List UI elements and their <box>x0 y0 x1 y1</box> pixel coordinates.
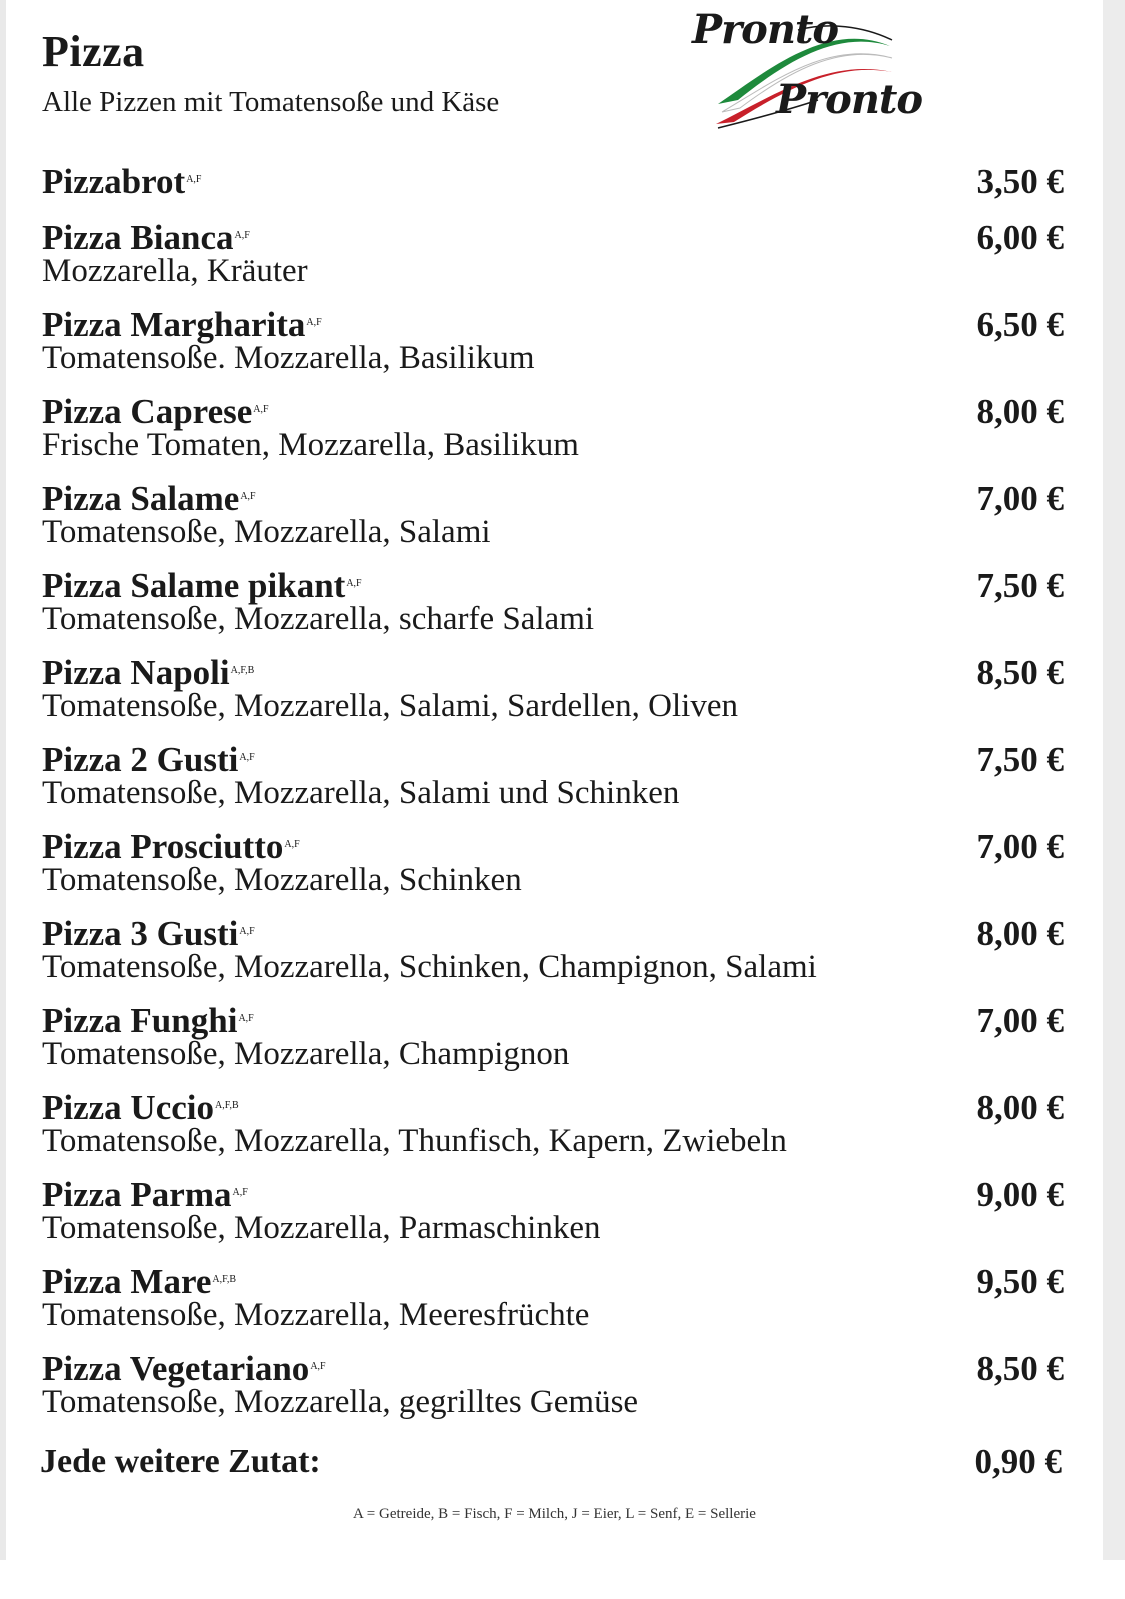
item-price: 3,50 € <box>976 162 1064 201</box>
item-price: 8,50 € <box>976 653 1064 692</box>
menu-page <box>6 0 1103 1560</box>
extra-topping-row <box>40 1444 1070 1480</box>
menu-item <box>42 307 1072 394</box>
item-name: Pizza Vegetariano <box>42 1349 310 1388</box>
item-description: Tomatensoße, Mozzarella, Thunfisch, Kapern, Zwiebeln <box>42 1123 787 1159</box>
item-name: Pizza Napoli <box>42 653 230 692</box>
item-description: Tomatensoße. Mozzarella, Basilikum <box>42 340 535 376</box>
allergen-codes: A,F <box>306 317 322 328</box>
menu-item <box>42 164 1072 220</box>
item-price: 7,50 € <box>976 566 1064 605</box>
menu-item <box>42 220 1072 307</box>
item-description: Tomatensoße, Mozzarella, scharfe Salami <box>42 601 595 637</box>
menu-list <box>42 164 1072 1438</box>
menu-item <box>42 1090 1072 1177</box>
item-description: Tomatensoße, Mozzarella, gegrilltes Gemüse <box>42 1384 639 1420</box>
allergen-codes: A,F <box>284 839 300 850</box>
pronto-pronto-logo <box>678 0 923 140</box>
item-price: 7,00 € <box>976 827 1064 866</box>
menu-item <box>42 1264 1072 1351</box>
allergen-footnote: A = Getreide, B = Fisch, F = Milch, J = Eier, L = Senf, E = Sellerie <box>353 1506 756 1522</box>
item-price: 8,00 € <box>976 392 1064 431</box>
menu-item <box>42 1351 1072 1438</box>
item-description: Tomatensoße, Mozzarella, Schinken <box>42 862 522 898</box>
allergen-codes: A,F <box>253 404 269 415</box>
page-title: Pizza <box>42 27 145 76</box>
page-edge-right <box>1103 0 1125 1560</box>
menu-item <box>42 742 1072 829</box>
item-name: Pizza Parma <box>42 1175 232 1214</box>
allergen-codes: A,F <box>346 578 362 589</box>
logo-word-2: Pronto <box>776 76 923 123</box>
item-description: Tomatensoße, Mozzarella, Meeresfrüchte <box>42 1297 590 1333</box>
allergen-codes: A,F <box>234 230 250 241</box>
menu-item <box>42 568 1072 655</box>
menu-item <box>42 394 1072 481</box>
item-description: Mozzarella, Kräuter <box>42 253 308 289</box>
item-description: Tomatensoße, Mozzarella, Salami, Sardellen, Oliven <box>42 688 738 724</box>
item-name: Pizza Mare <box>42 1262 212 1301</box>
menu-item <box>42 829 1072 916</box>
item-name: Pizza Funghi <box>42 1001 238 1040</box>
item-name: Pizza 2 Gusti <box>42 740 239 779</box>
item-price: 8,50 € <box>976 1349 1064 1388</box>
item-price: 7,00 € <box>976 1001 1064 1040</box>
item-price: 9,50 € <box>976 1262 1064 1301</box>
item-price: 9,00 € <box>976 1175 1064 1214</box>
item-name: Pizza Uccio <box>42 1088 214 1127</box>
allergen-codes: A,F <box>239 752 255 763</box>
item-price: 7,00 € <box>976 479 1064 518</box>
logo-word-1: Pronto <box>692 6 839 53</box>
allergen-codes: A,F <box>238 1013 254 1024</box>
item-price: 7,50 € <box>976 740 1064 779</box>
page-subtitle: Alle Pizzen mit Tomatensoße und Käse <box>42 86 500 118</box>
allergen-codes: A,F <box>186 174 202 185</box>
allergen-codes: A,F,B <box>230 665 255 676</box>
item-price: 6,00 € <box>976 218 1064 257</box>
allergen-codes: A,F,B <box>212 1274 237 1285</box>
menu-item <box>42 1003 1072 1090</box>
allergen-codes: A,F,B <box>215 1100 239 1111</box>
item-name: Pizza Caprese <box>42 392 253 431</box>
item-name: Pizza 3 Gusti <box>42 914 239 953</box>
allergen-codes: A,F <box>232 1187 248 1198</box>
item-description: Tomatensoße, Mozzarella, Salami und Schinken <box>42 775 680 811</box>
item-name: Pizza Prosciutto <box>42 827 284 866</box>
menu-item <box>42 916 1072 1003</box>
item-description: Frische Tomaten, Mozzarella, Basilikum <box>42 427 579 463</box>
item-name: Pizza Bianca <box>42 218 234 257</box>
item-price: 6,50 € <box>976 305 1064 344</box>
item-price: 8,00 € <box>976 914 1064 953</box>
extra-topping-price: 0,90 € <box>974 1442 1062 1481</box>
allergen-codes: A,F <box>239 926 255 937</box>
menu-item <box>42 655 1072 742</box>
extra-topping-label: Jede weitere Zutat: <box>40 1443 321 1480</box>
menu-item <box>42 481 1072 568</box>
item-name: Pizza Margharita <box>42 305 306 344</box>
item-name: Pizzabrot <box>42 162 186 201</box>
item-description: Tomatensoße, Mozzarella, Champignon <box>42 1036 570 1072</box>
item-description: Tomatensoße, Mozzarella, Parmaschinken <box>42 1210 601 1246</box>
page-edge-bottom <box>0 1560 1125 1599</box>
item-description: Tomatensoße, Mozzarella, Salami <box>42 514 491 550</box>
allergen-codes: A,F <box>240 491 256 502</box>
item-price: 8,00 € <box>976 1088 1064 1127</box>
item-name: Pizza Salame <box>42 479 240 518</box>
menu-item <box>42 1177 1072 1264</box>
item-name: Pizza Salame pikant <box>42 566 346 605</box>
allergen-codes: A,F <box>310 1361 326 1372</box>
item-description: Tomatensoße, Mozzarella, Schinken, Champignon, Salami <box>42 949 817 985</box>
